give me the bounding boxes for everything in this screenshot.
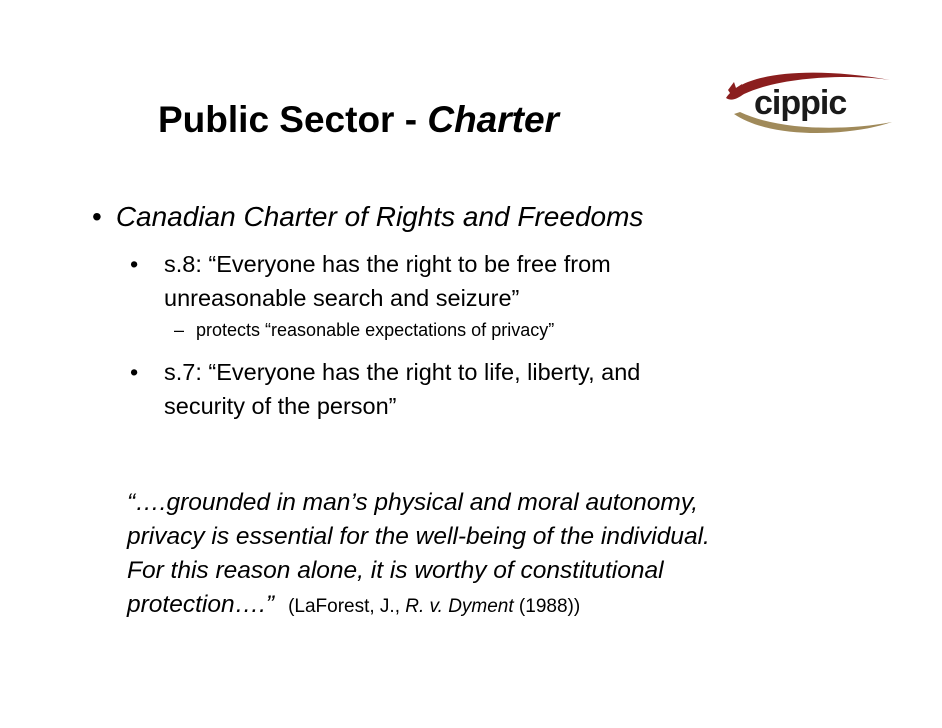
logo-text: cippic [754,84,847,122]
quote-line-3: For this reason alone, it is worthy of constitutional [127,557,664,584]
bullet-marker: • [130,251,139,277]
page-title [158,100,559,141]
bullet-s8-line2: unreasonable search and seizure” [164,285,520,311]
bullet-s8-line1: s.8: “Everyone has the right to be free from [164,251,611,277]
title-main: Public Sector - [158,99,428,140]
bullet-marker: • [92,201,102,232]
bullet-marker: • [130,359,139,385]
quote-block [127,486,710,624]
quote-line-2: privacy is essential for the well-being of the individual. [127,523,710,550]
bullet-s7-line1: s.7: “Everyone has the right to life, liberty, and [164,359,641,385]
bullet-s8 [130,247,611,315]
title-italic: Charter [427,99,559,140]
bullet-s8-sub-text: protects “reasonable expectations of privacy” [196,320,555,340]
citation-case: R. v. Dyment [405,596,514,617]
bullet-s7 [130,355,640,423]
citation-open: (LaForest, J., [288,596,406,617]
bullet-s8-sub [174,320,554,342]
bullet-s7-line2: security of the person” [164,393,397,419]
quote-line-4-wrapper [127,588,710,624]
quote-line-4: protection….” [127,591,275,618]
cippic-logo [722,68,894,138]
citation-close: (1988)) [513,596,581,617]
bullet-charter-text: Canadian Charter of Rights and Freedoms [115,201,644,232]
dash-marker: – [174,320,185,340]
logo-graphic [722,68,894,138]
quote-citation [288,596,580,617]
quote-line-1: “….grounded in man’s physical and moral autonomy, [127,489,699,516]
bullet-charter [92,200,643,234]
